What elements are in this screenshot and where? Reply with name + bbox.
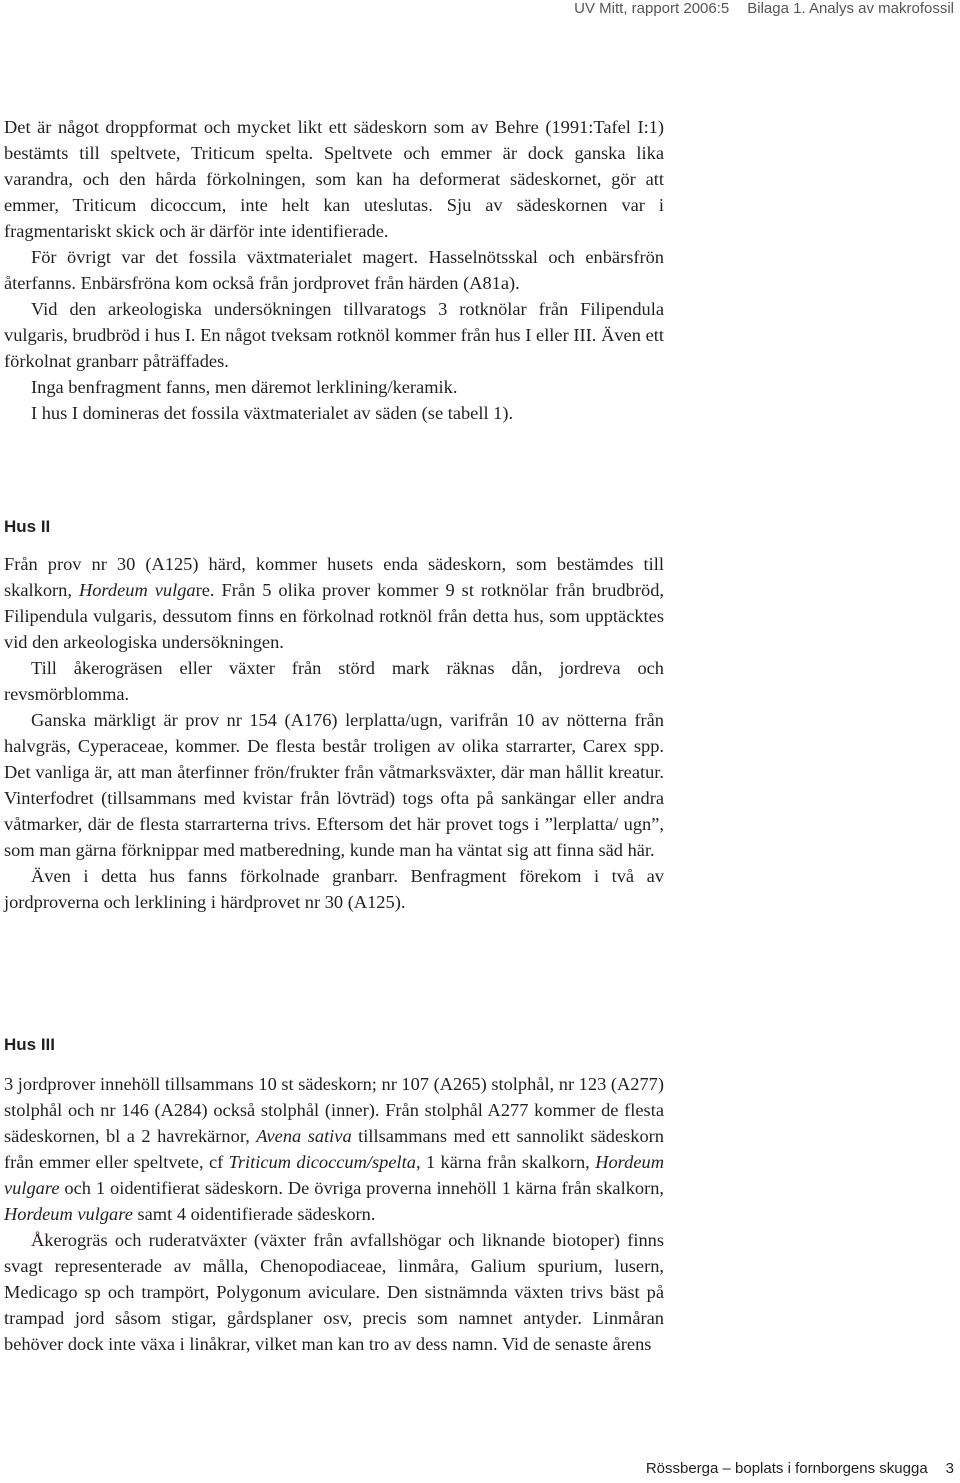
page-number: 3 <box>945 1460 954 1477</box>
text-run: samt 4 oidentifierade sädeskorn. <box>132 1204 376 1224</box>
paragraph: För övrigt var det fossila växtmaterialet magert. Hasselnötsskal och enbärsfrön återfanns. Enbärsfröna kom också från jordprovet från härden (A81a). <box>4 247 664 293</box>
text-run: Från prov nr 30 (A125) härd, kommer husets enda sädeskorn, som bestämdes till skalkorn, <box>4 554 664 600</box>
paragraph: Inga benfragment fanns, men däremot lerklining/keramik. <box>31 377 458 397</box>
species-name: Hordeum vulgare <box>4 1204 133 1224</box>
text-run: tillsammans med ett sannolikt sädeskorn från emmer eller speltvete, cf <box>4 1126 664 1172</box>
text-run: , 1 kärna från skalkorn, <box>415 1152 596 1172</box>
text-run: re. Från 5 olika prover kommer 9 st rotknölar från brudbröd, Filipendula vulgaris, dessutom finns en förkolnad rotknöl från detta hus, som upptäcktes vid den arkeologiska undersökningen. <box>4 580 664 652</box>
text-run: 3 jordprover innehöll tillsammans 10 st sädeskorn; nr 107 (A265) stolphål, nr 123 (A277) stolphål och nr 146 (A284) också stolphål (inner). Från stolphål A277 kommer de flesta sädeskornen, bl a 2 havrekärnor, <box>4 1074 664 1146</box>
species-name: Hordeum vulgare <box>4 1152 664 1198</box>
species-name: Avena sativa <box>256 1126 352 1146</box>
footer-publication-title: Rössberga – boplats i fornborgens skugga <box>645 1460 928 1477</box>
page-footer <box>646 1460 960 1477</box>
paragraph: I hus I domineras det fossila växtmaterialet av säden (se tabell 1). <box>31 403 514 423</box>
running-header <box>574 0 960 22</box>
hus-iii-text-block <box>4 1071 664 1357</box>
paragraph: Det är något droppformat och mycket likt ett sädeskorn som av Behre (1991:Tafel I:1) bestämts till speltvete, Triticum spelta. Speltvete och emmer är dock ganska lika varandra, och den hårda förkolningen, som kan ha deformerat sädeskornet, gör att emmer, Triticum dicoccum, inte helt kan uteslutas. Sju av sädeskornen var i fragmentariskt skick och är därför inte identifierade. <box>4 117 664 241</box>
species-name: Triticum dicoccum/spelta <box>228 1152 416 1172</box>
paragraph: Vid den arkeologiska undersökningen tillvaratogs 3 rotknölar från Filipendula vulgaris, brudbröd i hus I. En något tveksam rotknöl kommer från hus I eller III. Även ett förkolnat granbarr påträffades. <box>4 299 664 371</box>
species-name: Hordeum vulga <box>78 580 196 600</box>
section-heading-hus-iii: Hus III <box>4 1035 56 1054</box>
paragraph <box>4 1071 664 1227</box>
header-appendix-title: Bilaga 1. Analys av makrofossil <box>747 0 954 17</box>
header-report-title: UV Mitt, rapport 2006:5 <box>574 0 730 17</box>
hus-ii-text-block <box>4 551 664 915</box>
paragraph: Åkerogräs och ruderatväxter (växter från avfallshögar och liknande biotoper) finns svagt representerade av målla, Chenopodiaceae, linmåra, Galium spurium, lusern, Medicago sp och trampört, Polygonum aviculare. Den sistnämnda växten trivs bäst på trampad jord såsom stigar, gårdsplaner osv, precis som namnet antyder. Linmåran behöver dock inte växa i linåkrar, vilket man kan tro av dess namn. Vid de senaste årens <box>4 1230 664 1354</box>
paragraph: Även i detta hus fanns förkolnade granbarr. Benfragment förekom i två av jordproverna och lerklining i härdprovet nr 30 (A125). <box>4 866 664 912</box>
text-run: och 1 oidentifierat sädeskorn. De övriga proverna innehöll 1 kärna från skalkorn, <box>59 1178 664 1198</box>
paragraph: Ganska märkligt är prov nr 154 (A176) lerplatta/ugn, varifrån 10 av nötterna från halvgräs, Cyperaceae, kommer. De flesta består troligen av olika starrarter, Carex spp. Det vanliga är, att man återfinner frön/frukter från våtmarksväxter, där man hållit kreatur. Vinterfodret (tillsammans med kvistar från lövträd) togs ofta på sankängar eller andra våtmarker, där de flesta starrarterna trivs. Eftersom det här provet togs i ”lerplatta/ ugn”, som man gärna förknippar med matberedning, kunde man ha väntat sig att finna säd här. <box>4 710 664 860</box>
section-heading-hus-ii: Hus II <box>4 517 51 536</box>
paragraph: Till åkerogräsen eller växter från störd mark räknas dån, jordreva och revsmörblomma. <box>4 658 664 704</box>
intro-text-block <box>4 114 664 426</box>
paragraph <box>4 551 664 655</box>
